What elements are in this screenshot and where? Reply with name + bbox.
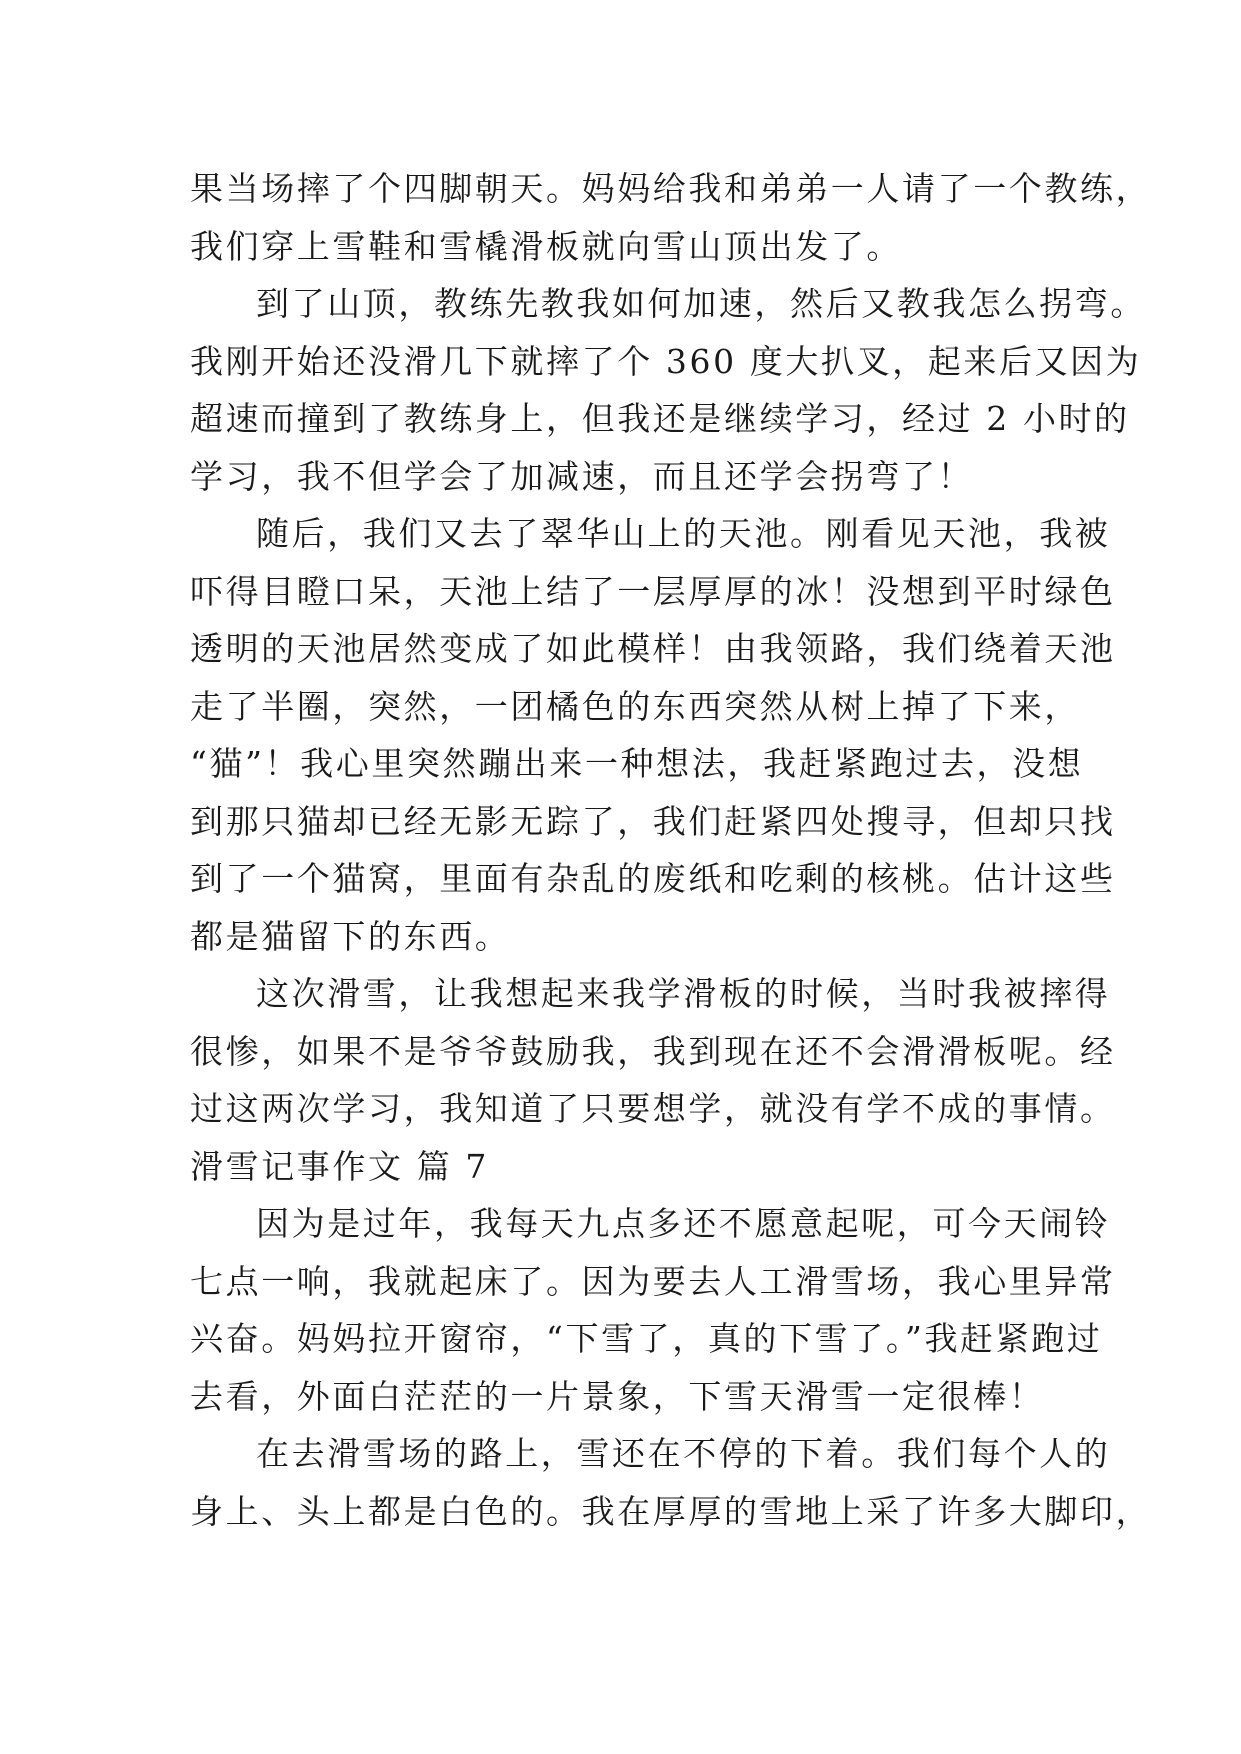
- text-line: 学习，我不但学会了加减速，而且还学会拐弯了！: [190, 456, 974, 496]
- text-line: 我刚开始还没滑几下就摔了个 360 度大扒叉，起来后又因为: [190, 341, 1142, 381]
- document-body: [190, 160, 1152, 1540]
- paragraph-start-line: 这次滑雪，让我想起来我学滑板的时候，当时我被摔得: [256, 974, 1111, 1013]
- text-line: 透明的天池居然变成了如此模样！由我领路，我们绕着天池: [190, 629, 1116, 668]
- text-line: 果当场摔了个四脚朝天。妈妈给我和弟弟一人请了一个教练，: [190, 169, 1152, 208]
- paragraph-start-line: 因为是过年，我每天九点多还不愿意起呢，可今天闹铃: [256, 1204, 1111, 1243]
- text-line: “猫”！我心里突然蹦出来一种想法，我赶紧跑过去，没想: [190, 744, 1084, 783]
- text-line: 都是猫留下的东西。: [190, 916, 511, 956]
- text-line: 身上、头上都是白色的。我在厚厚的雪地上采了许多大脚印，: [190, 1491, 1152, 1531]
- paragraph-start-line: 在去滑雪场的路上，雪还在不停的下着。我们每个人的: [256, 1434, 1111, 1473]
- text-line: 七点一响，我就起床了。因为要去人工滑雪场，我心里异常: [190, 1261, 1116, 1301]
- text-line: 过这两次学习，我知道了只要想学，就没有学不成的事情。: [190, 1089, 1116, 1128]
- text-line: 很惨，如果不是爷爷鼓励我，我到现在还不会滑滑板呢。经: [190, 1031, 1116, 1071]
- text-line: 到那只猫却已经无影无踪了，我们赶紧四处搜寻，但却只找: [190, 801, 1116, 841]
- text-line: 去看，外面白茫茫的一片景象，下雪天滑雪一定很棒！: [190, 1376, 1045, 1416]
- paragraph-start-line: 随后，我们又去了翠华山上的天池。刚看见天池，我被: [256, 514, 1111, 553]
- text-line: 超速而撞到了教练身上，但我还是继续学习，经过 2 小时的: [190, 399, 1130, 438]
- text-line: 到了一个猫窝，里面有杂乱的废纸和吃剩的核桃。估计这些: [190, 859, 1116, 898]
- text-line: 我们穿上雪鞋和雪橇滑板就向雪山顶出发了。: [190, 226, 902, 266]
- section-heading: 滑雪记事作文 篇 7: [190, 1146, 489, 1186]
- text-line: 走了半圈，突然，一团橘色的东西突然从树上掉了下来，: [190, 686, 1080, 726]
- paragraph-start-line: 到了山顶，教练先教我如何加速，然后又教我怎么拐弯。: [256, 284, 1146, 323]
- text-line: 兴奋。妈妈拉开窗帘，“下雪了，真的下雪了。”我赶紧跑过: [190, 1319, 1103, 1358]
- text-line: 吓得目瞪口呆，天池上结了一层厚厚的冰！没想到平时绿色: [190, 571, 1116, 611]
